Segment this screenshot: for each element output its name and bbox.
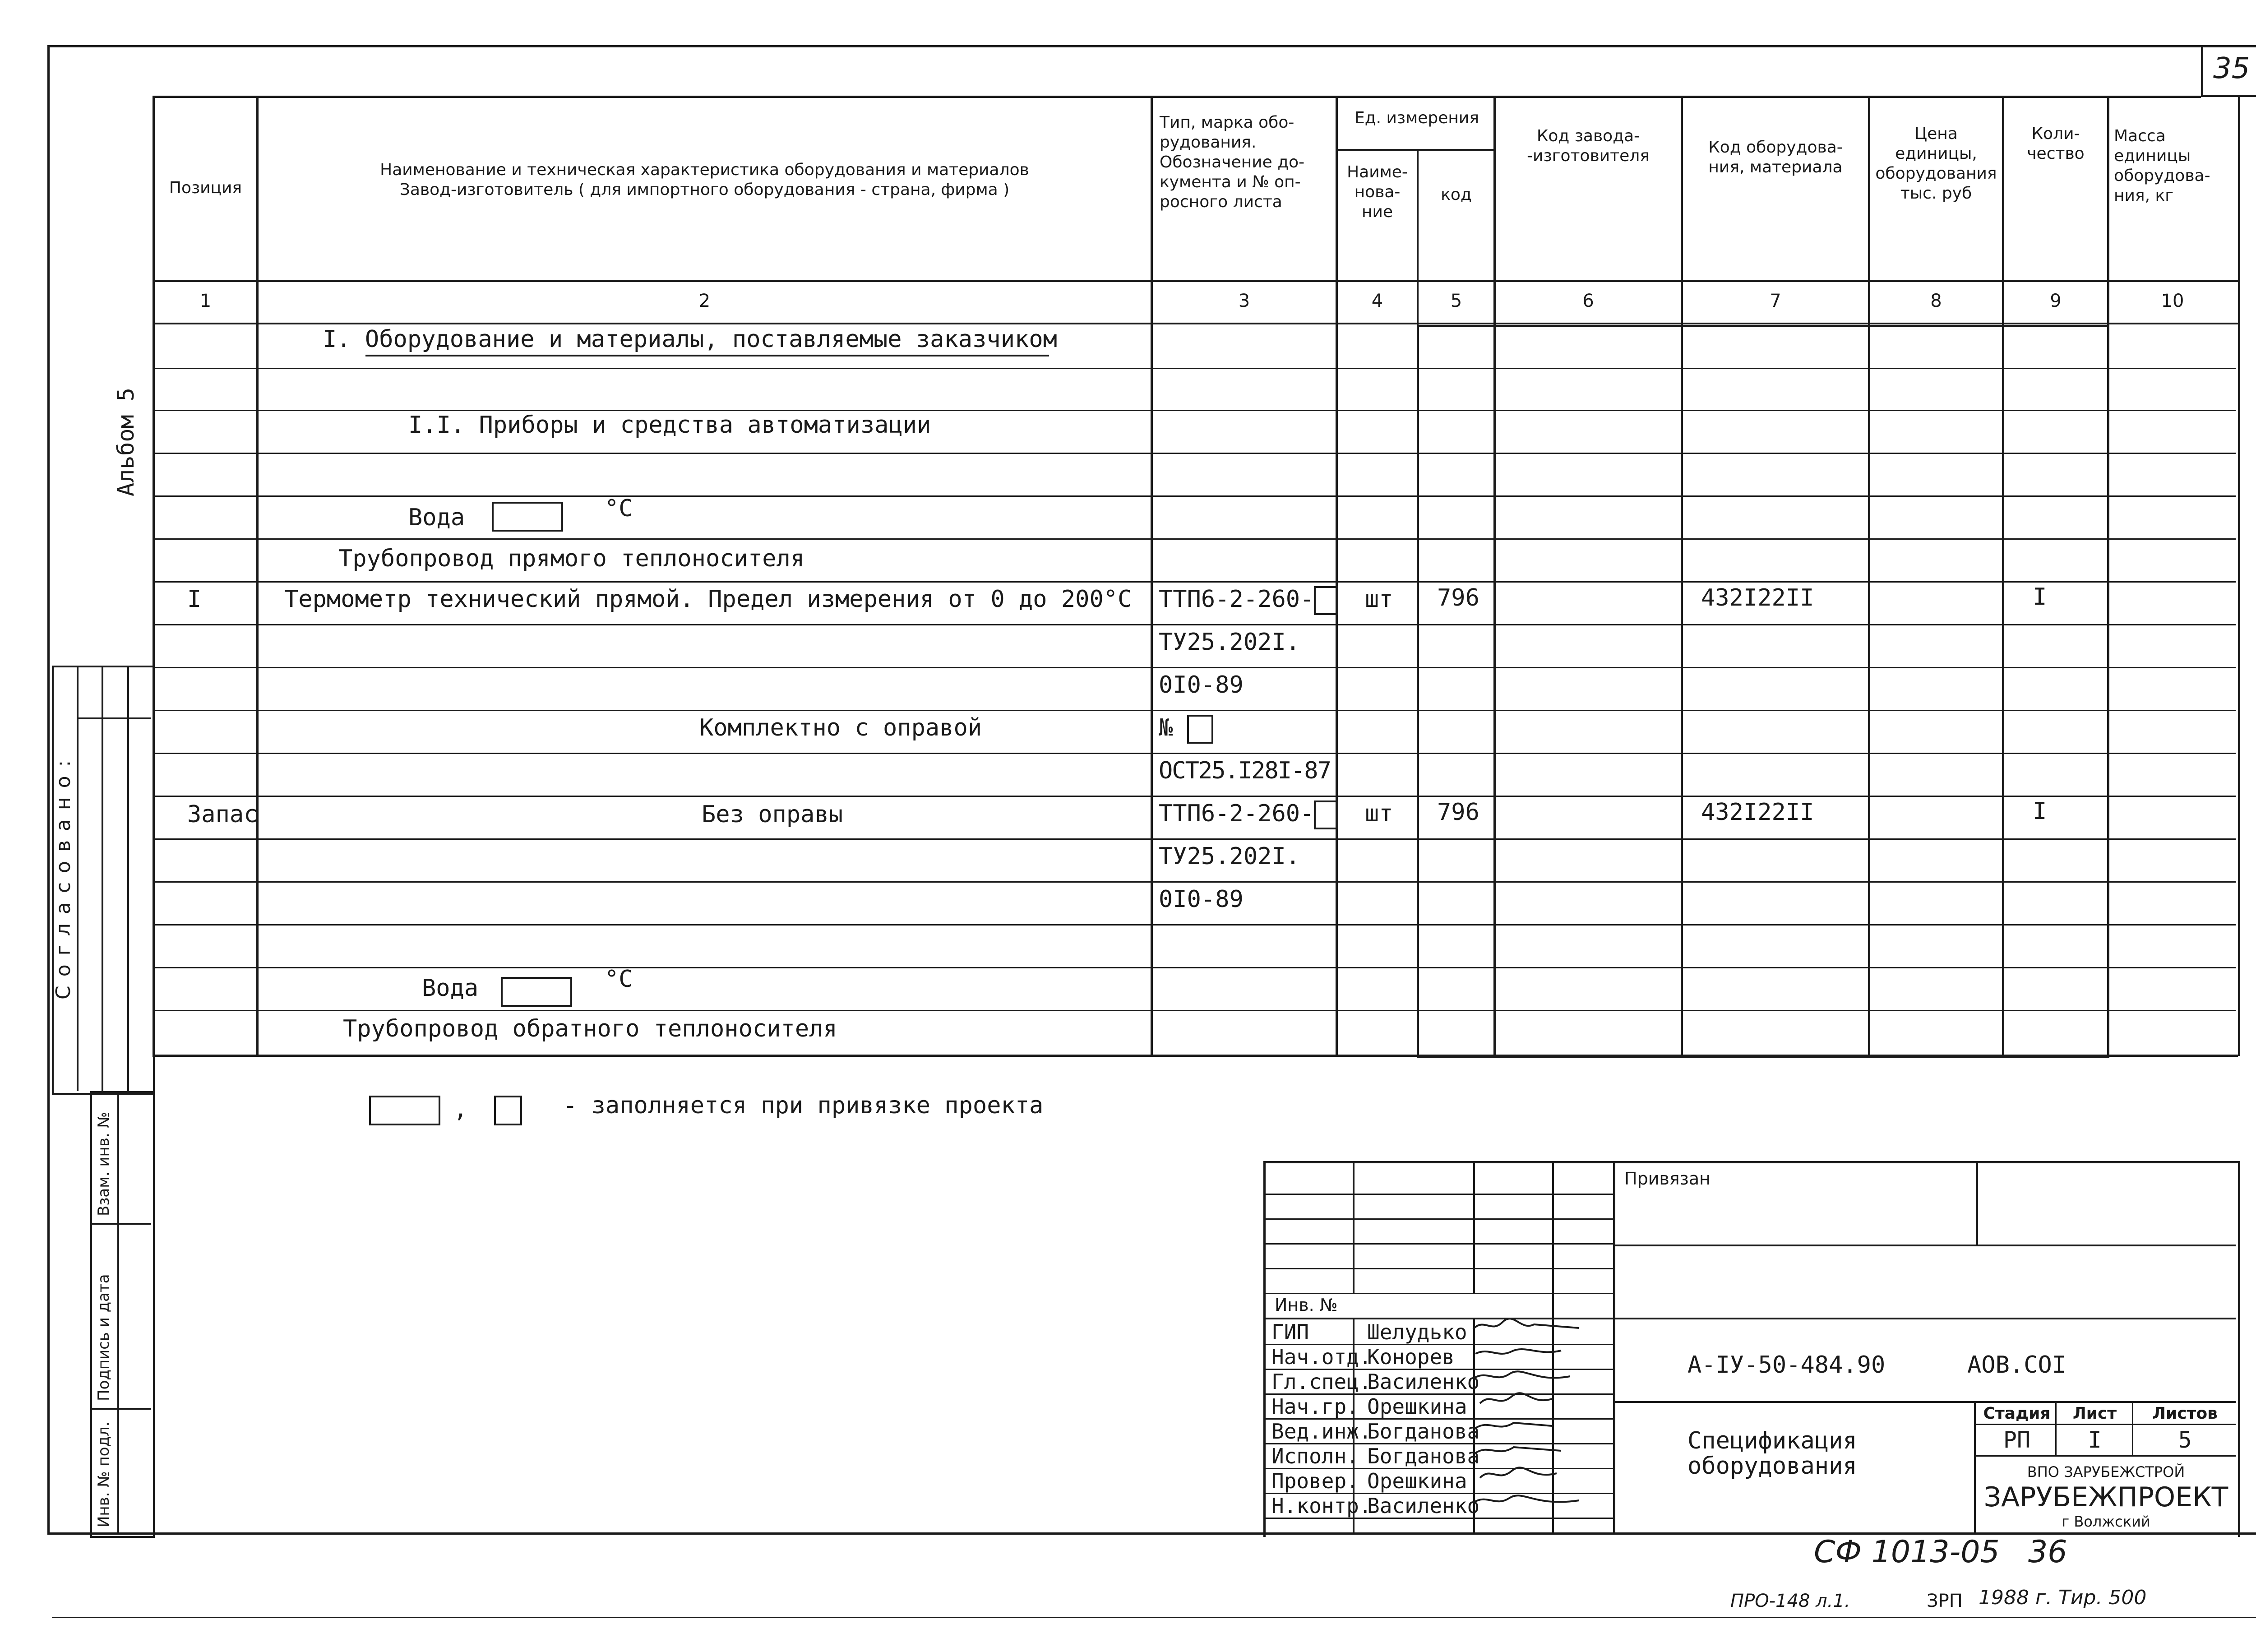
row-6-unit-code: 796 (1437, 799, 1479, 826)
header-type: Тип, марка обо- рудования. Обозначение до- кумента и № оп- росного листа (1160, 113, 1305, 211)
header-quantity: Коли- чество (2027, 125, 2085, 163)
stamp-title: Спецификация оборудования (1687, 1427, 1857, 1480)
water-2-unit: °C (605, 966, 633, 993)
water-2-box (501, 977, 572, 1007)
signer-name-3: Василенко (1367, 1370, 1480, 1394)
signatures-drawing (1471, 1315, 1588, 1527)
bottom-print-year: 1988 г. Тир. 500 (1979, 1586, 2147, 1609)
side-row-1 (90, 1223, 151, 1225)
pipe-2-label: Трубопровод обратного теплоносителя (343, 1015, 837, 1042)
agreed-label: Согласовано: (52, 751, 75, 1000)
row-1-equip-code: 432I22II (1701, 584, 1814, 611)
table-top (153, 96, 2201, 98)
row-5-doc: ОСТ25.I28I-87 (1159, 757, 1331, 784)
signer-name-8: Василенко (1367, 1494, 1480, 1518)
row-6-type (1159, 800, 1338, 829)
signer-name-6: Богданова (1367, 1444, 1480, 1468)
units-sub-line (1336, 149, 1496, 151)
inv-podl-label: Инв. № подл. (95, 1421, 113, 1527)
header-units: Ед. измерения (1355, 109, 1479, 127)
stamp-inv-no: Инв. № (1275, 1295, 1338, 1315)
row-6-type-text: ТТП6-2-260- (1159, 800, 1314, 827)
row-4-no-sign: № (1159, 714, 1173, 741)
colnum-2: 2 (698, 291, 711, 311)
row-1-name: Термометр технический прямой. Предел измерения от 0 до 200°C (284, 586, 1132, 613)
colnum-5: 5 (1450, 291, 1462, 311)
water-1-label: Вода (408, 504, 465, 531)
row-6-unit: шт (1365, 800, 1393, 827)
row-4-type (1159, 714, 1213, 744)
section-1-underline (365, 355, 1049, 356)
header-unit-name: Наиме- нова- ние (1347, 163, 1408, 221)
stamp-stadia: РП (2003, 1427, 2031, 1453)
header-name: Наименование и техническая характеристика оборудования и материалов Завод-изготовитель ( для импортного оборудования - страна, фирма ) (380, 161, 1029, 199)
header-equipment-code: Код оборудова- ния, материала (1708, 138, 1843, 176)
stamp-org-line2: ЗАРУБЕЖПРОЕКТ (1983, 1481, 2228, 1513)
signer-role-3: Гл.спец. (1271, 1370, 1372, 1394)
signer-role-4: Нач.гр. (1271, 1394, 1359, 1419)
archive-number: 36 (2028, 1534, 2067, 1570)
colnum-9: 9 (2050, 291, 2062, 311)
row-6-name: Без оправы (702, 801, 843, 828)
row-3-doc: 0I0-89 (1159, 671, 1244, 699)
side-strip-col2 (102, 666, 103, 1091)
colnum-8: 8 (1930, 291, 1942, 311)
side-strip-bottom-div (117, 1091, 119, 1534)
row-6-position: Запас (187, 801, 258, 828)
colnum-7: 7 (1770, 291, 1781, 311)
row-7-doc: ТУ25.202I. (1159, 843, 1300, 870)
colnum-10: 10 (2161, 291, 2184, 311)
signer-role-5: Вед.инж. (1271, 1419, 1372, 1444)
note-box-wide (369, 1096, 440, 1125)
row-8-doc: 0I0-89 (1159, 886, 1244, 913)
stamp-stadia-header: Стадия (1983, 1404, 2051, 1423)
note-text: - заполняется при привязке проекта (563, 1092, 1044, 1119)
note-box-small (494, 1096, 522, 1125)
album-label: Альбом 5 (113, 388, 139, 496)
signer-role-1: ГИП (1271, 1320, 1309, 1344)
row-1-type-text: ТТП6-2-260- (1159, 586, 1314, 613)
colnum-6: 6 (1582, 291, 1594, 311)
stamp-listov-header: Листов (2152, 1404, 2218, 1423)
row-6-equip-code: 432I22II (1701, 799, 1814, 826)
stamp-listov: 5 (2178, 1427, 2192, 1453)
header-bottom (153, 280, 2238, 282)
row-1-qty: I (2033, 583, 2047, 611)
section-1-title: I. Оборудование и материалы, поставляемые заказчиком (323, 326, 1057, 353)
header-mass: Масса единицы оборудова- ния, кг (2114, 127, 2210, 205)
header-position: Позиция (169, 179, 242, 197)
row-1-position: I (187, 586, 202, 613)
stamp-doc-code: А-IУ-50-484.90 (1687, 1351, 1886, 1379)
side-row-2 (90, 1408, 151, 1410)
col-line-b (1151, 96, 1153, 1057)
stamp-privyazan: Привязан (1624, 1169, 1710, 1189)
row-2-doc: ТУ25.202I. (1159, 629, 1300, 656)
signer-role-8: Н.контр. (1271, 1494, 1372, 1518)
stamp-org-line1: ВПО ЗАРУБЕЖСТРОЙ (2027, 1463, 2185, 1481)
podpis-data-label: Подпись и дата (95, 1274, 113, 1401)
colnum-3: 3 (1238, 291, 1250, 311)
row-1-unit-code: 796 (1437, 584, 1479, 611)
colnum-bottom (153, 323, 2238, 324)
water-1-box (492, 502, 563, 532)
colnum-1: 1 (199, 291, 212, 311)
bottom-print-code: ПРО-148 л.1. (1730, 1591, 1850, 1611)
stamp-org-line3: г Волжский (2062, 1513, 2150, 1530)
sheet-corner-number: 35 (2213, 52, 2250, 85)
signer-name-2: Конорев (1367, 1345, 1455, 1369)
bottom-rule (52, 1617, 2256, 1618)
row-4-name: Комплектно с оправой (699, 714, 982, 741)
row-1-type (1159, 586, 1338, 615)
row-6-type-box (1314, 801, 1338, 829)
pipe-1-label: Трубопровод прямого теплоносителя (338, 545, 805, 572)
row-1-type-box (1314, 586, 1338, 615)
stamp-list: I (2088, 1427, 2102, 1453)
row-6-qty: I (2033, 798, 2047, 825)
signer-name-7: Орешкина (1367, 1469, 1467, 1493)
water-2-label: Вода (422, 975, 479, 1002)
archive-code: СФ 1013-05 (1814, 1534, 2000, 1570)
signer-role-2: Нач.отд. (1271, 1345, 1372, 1369)
signer-role-6: Исполн. (1271, 1444, 1359, 1468)
bottom-print-zrp: ЗРП (1927, 1591, 1963, 1611)
row-1-unit: шт (1365, 586, 1393, 613)
header-price: Цена единицы, оборудования тыс. руб (1875, 125, 1997, 203)
header-plant-code: Код завода- -изготовителя (1527, 127, 1650, 165)
col-line-c (1336, 96, 1338, 1057)
side-strip-col1 (77, 666, 79, 1091)
signer-role-7: Провер. (1271, 1469, 1359, 1493)
colnum-4: 4 (1371, 291, 1383, 311)
signer-name-1: Шелудько (1367, 1320, 1467, 1344)
water-1-unit: °C (605, 495, 633, 522)
signer-name-5: Богданова (1367, 1419, 1480, 1444)
row-4-no-box (1187, 715, 1213, 744)
signer-name-4: Орешкина (1367, 1394, 1467, 1419)
highlight-block (1417, 325, 2109, 1058)
vzam-inv-label: Взам. инв. № (95, 1112, 113, 1216)
side-strip-col3 (127, 666, 129, 1091)
col-line-a (256, 96, 259, 1057)
side-strip-row1 (77, 717, 151, 719)
note-separator: , (453, 1096, 468, 1123)
section-11-title: I.I. Приборы и средства автоматизации (408, 412, 931, 439)
stamp-doc-mark: АОВ.COI (1967, 1351, 2066, 1379)
header-unit-code: код (1441, 185, 1472, 204)
stamp-list-header: Лист (2072, 1404, 2117, 1423)
